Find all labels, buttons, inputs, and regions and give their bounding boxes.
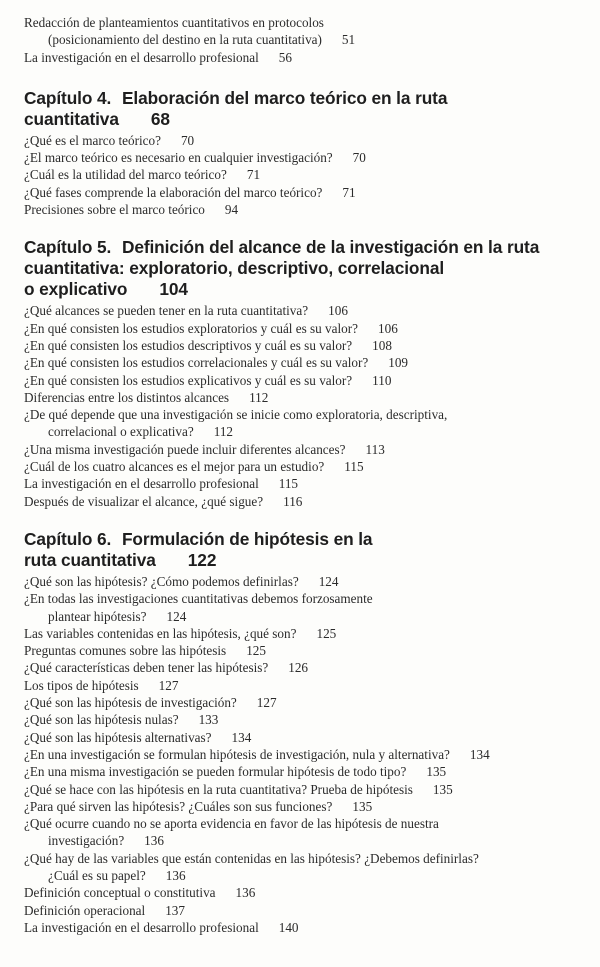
toc-entry	[24, 320, 594, 337]
chapter-label: Capítulo 4.	[24, 87, 112, 108]
chapter-section	[24, 88, 594, 218]
chapter-page-number: 122	[187, 549, 217, 570]
entry-page-number: 108	[372, 337, 392, 353]
entry-title: ¿Qué alcances se pueden tener en la ruta cuantitativa?	[24, 303, 309, 319]
entry-title: ¿Qué se hace con las hipótesis en la ruta cuantitativa? Prueba de hipótesis	[24, 781, 413, 797]
toc-entry	[24, 850, 594, 885]
entry-title: ¿Qué ocurre cuando no se aporta evidencia en favor de las hipótesis de nuestra	[24, 816, 439, 832]
entry-title: ¿En una misma investigación se pueden formular hipótesis de todo tipo?	[24, 764, 407, 780]
entry-page-number: 70	[352, 150, 366, 166]
toc-entry	[24, 746, 594, 763]
toc-entry	[24, 711, 594, 728]
entry-page-number: 135	[432, 781, 453, 797]
entry-title: ¿Una misma investigación puede incluir diferentes alcances?	[24, 441, 346, 457]
entry-page-number: 106	[378, 320, 398, 336]
toc-entry	[24, 902, 594, 919]
chapter-section	[24, 237, 594, 510]
toc-entry	[24, 590, 594, 625]
entry-title: Definición operacional	[24, 902, 146, 918]
entry-page-number: 51	[341, 32, 356, 48]
entry-page-number: 116	[283, 493, 303, 509]
chapter-label: Capítulo 5.	[24, 237, 112, 258]
chapter-page-number: 68	[150, 108, 170, 129]
toc-entry	[24, 149, 594, 166]
entry-page-number: 133	[198, 712, 219, 728]
toc-entry	[24, 441, 594, 458]
toc-entry	[24, 493, 594, 510]
entry-title: ¿Qué son las hipótesis alternativas?	[24, 729, 212, 745]
toc-entry	[24, 354, 594, 371]
entry-page-number: 125	[246, 643, 266, 659]
entry-title: Diferencias entre los distintos alcances	[24, 389, 230, 405]
entry-title: ¿Qué características deben tener las hipótesis?	[24, 660, 269, 676]
entry-title: ¿Qué son las hipótesis nulas?	[24, 712, 179, 728]
entry-title: ¿El marco teórico es necesario en cualquier investigación?	[24, 150, 333, 166]
toc-entry	[24, 625, 594, 642]
entry-page-number: 112	[249, 389, 269, 405]
entry-page-number: 113	[365, 441, 385, 457]
entry-page-number: 136	[165, 867, 186, 883]
toc-entry	[24, 781, 594, 798]
entry-title: ¿En una investigación se formulan hipótesis de investigación, nula y alternativa?	[24, 746, 450, 762]
entry-title-continuation	[24, 832, 594, 849]
table-of-contents	[24, 14, 594, 936]
entry-page-number: 134	[231, 729, 252, 745]
toc-entry	[24, 573, 594, 590]
chapter-title: cuantitativa: exploratorio, descriptivo, correlacional	[24, 258, 445, 279]
entry-page-number: 136	[144, 833, 164, 849]
chapter-title: Formulación de hipótesis en la	[121, 528, 373, 549]
entry-page-number: 106	[328, 303, 348, 319]
entry-title: ¿En qué consisten los estudios explicativos y cuál es su valor?	[24, 372, 353, 388]
toc-entry	[24, 49, 594, 66]
toc-entry	[24, 372, 594, 389]
entry-title: Los tipos de hipótesis	[24, 677, 139, 693]
entry-title: La investigación en el desarrollo profesional	[24, 49, 259, 65]
chapter-title-line	[24, 258, 594, 279]
entry-page-number: 124	[166, 608, 187, 624]
entry-title-continuation	[24, 31, 594, 48]
entry-title: ¿En todas las investigaciones cuantitativas debemos forzosamente	[24, 591, 373, 607]
entry-page-number: 115	[344, 459, 364, 475]
entry-title: Precisiones sobre el marco teórico	[24, 202, 205, 218]
entry-page-number: 140	[278, 919, 299, 935]
entry-page-number: 109	[388, 355, 409, 371]
entry-page-number: 71	[246, 167, 261, 183]
entry-title: ¿Qué hay de las variables que están contenidas en las hipótesis? ¿Debemos definirlas?	[24, 850, 479, 866]
entry-title-continuation	[24, 867, 594, 884]
chapter-heading	[24, 237, 594, 300]
entry-continuation-text: investigación?	[48, 833, 125, 849]
entry-title-continuation	[24, 608, 594, 625]
toc-entry	[24, 677, 594, 694]
entry-title: Las variables contenidas en las hipótesis, ¿qué son?	[24, 625, 297, 641]
chapter-title-line	[24, 279, 594, 300]
chapter-title: o explicativo	[24, 279, 128, 300]
entry-title: Preguntas comunes sobre las hipótesis	[24, 643, 227, 659]
entry-title: ¿Qué son las hipótesis? ¿Cómo podemos definirlas?	[24, 573, 299, 589]
chapter-title-line	[24, 529, 594, 550]
entry-page-number: 71	[342, 184, 356, 200]
toc-entry	[24, 763, 594, 780]
chapter-title: cuantitativa	[24, 108, 119, 129]
chapter-title: ruta cuantitativa	[24, 549, 156, 570]
entry-page-number: 137	[165, 902, 185, 918]
entry-continuation-text: plantear hipótesis?	[48, 608, 147, 624]
entry-title: Después de visualizar el alcance, ¿qué sigue?	[24, 493, 264, 509]
entry-page-number: 127	[158, 677, 179, 693]
toc-entry	[24, 337, 594, 354]
toc-entry	[24, 815, 594, 850]
entry-title: La investigación en el desarrollo profesional	[24, 919, 259, 935]
toc-entry	[24, 389, 594, 406]
entry-continuation-text: correlacional o explicativa?	[48, 424, 194, 440]
toc-entry	[24, 729, 594, 746]
entry-title-continuation	[24, 423, 594, 440]
entry-title: Redacción de planteamientos cuantitativos en protocolos	[24, 15, 324, 30]
chapter-title-line	[24, 109, 594, 130]
toc-entry	[24, 919, 594, 936]
entry-page-number: 126	[288, 660, 309, 676]
chapter-title: Definición del alcance de la investigación en la ruta	[121, 237, 540, 258]
toc-entry	[24, 884, 594, 901]
entry-page-number: 125	[316, 625, 337, 641]
entry-page-number: 110	[372, 372, 392, 388]
entry-title: ¿Qué es el marco teórico?	[24, 132, 161, 148]
entry-title: ¿Cuál de los cuatro alcances es el mejor para un estudio?	[24, 459, 325, 475]
entry-title: Definición conceptual o constitutiva	[24, 885, 216, 901]
toc-entry	[24, 184, 594, 201]
entry-title: ¿Cuál es la utilidad del marco teórico?	[24, 167, 227, 183]
toc-entry	[24, 406, 594, 441]
chapter-title: Elaboración del marco teórico en la ruta	[121, 87, 448, 108]
entry-title: ¿En qué consisten los estudios exploratorios y cuál es su valor?	[24, 320, 359, 336]
entry-page-number: 94	[224, 202, 239, 218]
entry-title: ¿Qué son las hipótesis de investigación?	[24, 695, 237, 711]
entry-page-number: 134	[469, 746, 490, 762]
chapter-section	[24, 529, 594, 936]
entry-page-number: 135	[426, 764, 447, 780]
entry-page-number: 70	[180, 132, 195, 148]
entry-continuation-text: ¿Cuál es su papel?	[48, 867, 146, 883]
entry-title: La investigación en el desarrollo profesional	[24, 476, 259, 492]
entry-page-number: 136	[235, 885, 256, 901]
entry-page-number: 124	[318, 573, 339, 589]
toc-entry	[24, 694, 594, 711]
toc-entry	[24, 642, 594, 659]
toc-entry	[24, 14, 594, 49]
chapter-title-line	[24, 88, 594, 109]
toc-entry	[24, 798, 594, 815]
preamble-section	[24, 14, 594, 66]
toc-entry	[24, 458, 594, 475]
entry-page-number: 135	[352, 798, 373, 814]
entry-page-number: 115	[278, 476, 299, 492]
toc-entry	[24, 659, 594, 676]
toc-entry	[24, 201, 594, 218]
entry-title: ¿En qué consisten los estudios correlacionales y cuál es su valor?	[24, 355, 369, 371]
toc-entry	[24, 132, 594, 149]
entry-title: ¿Qué fases comprende la elaboración del marco teórico?	[24, 184, 323, 200]
entry-title: ¿En qué consisten los estudios descriptivos y cuál es su valor?	[24, 337, 353, 353]
entry-title: ¿Para qué sirven las hipótesis? ¿Cuáles son sus funciones?	[24, 798, 333, 814]
entry-page-number: 56	[278, 49, 292, 65]
chapter-label: Capítulo 6.	[24, 528, 112, 549]
toc-entry	[24, 475, 594, 492]
chapter-title-line	[24, 550, 594, 571]
chapter-heading	[24, 88, 594, 130]
entry-page-number: 127	[256, 695, 277, 711]
entry-title: ¿De qué depende que una investigación se inicie como exploratoria, descriptiva,	[24, 407, 448, 423]
toc-entry	[24, 302, 594, 319]
chapter-page-number: 104	[159, 279, 188, 300]
toc-entry	[24, 166, 594, 183]
chapter-title-line	[24, 237, 594, 258]
entry-page-number: 112	[213, 424, 234, 440]
chapter-heading	[24, 529, 594, 571]
entry-continuation-text: (posicionamiento del destino en la ruta cuantitativa)	[48, 32, 322, 48]
